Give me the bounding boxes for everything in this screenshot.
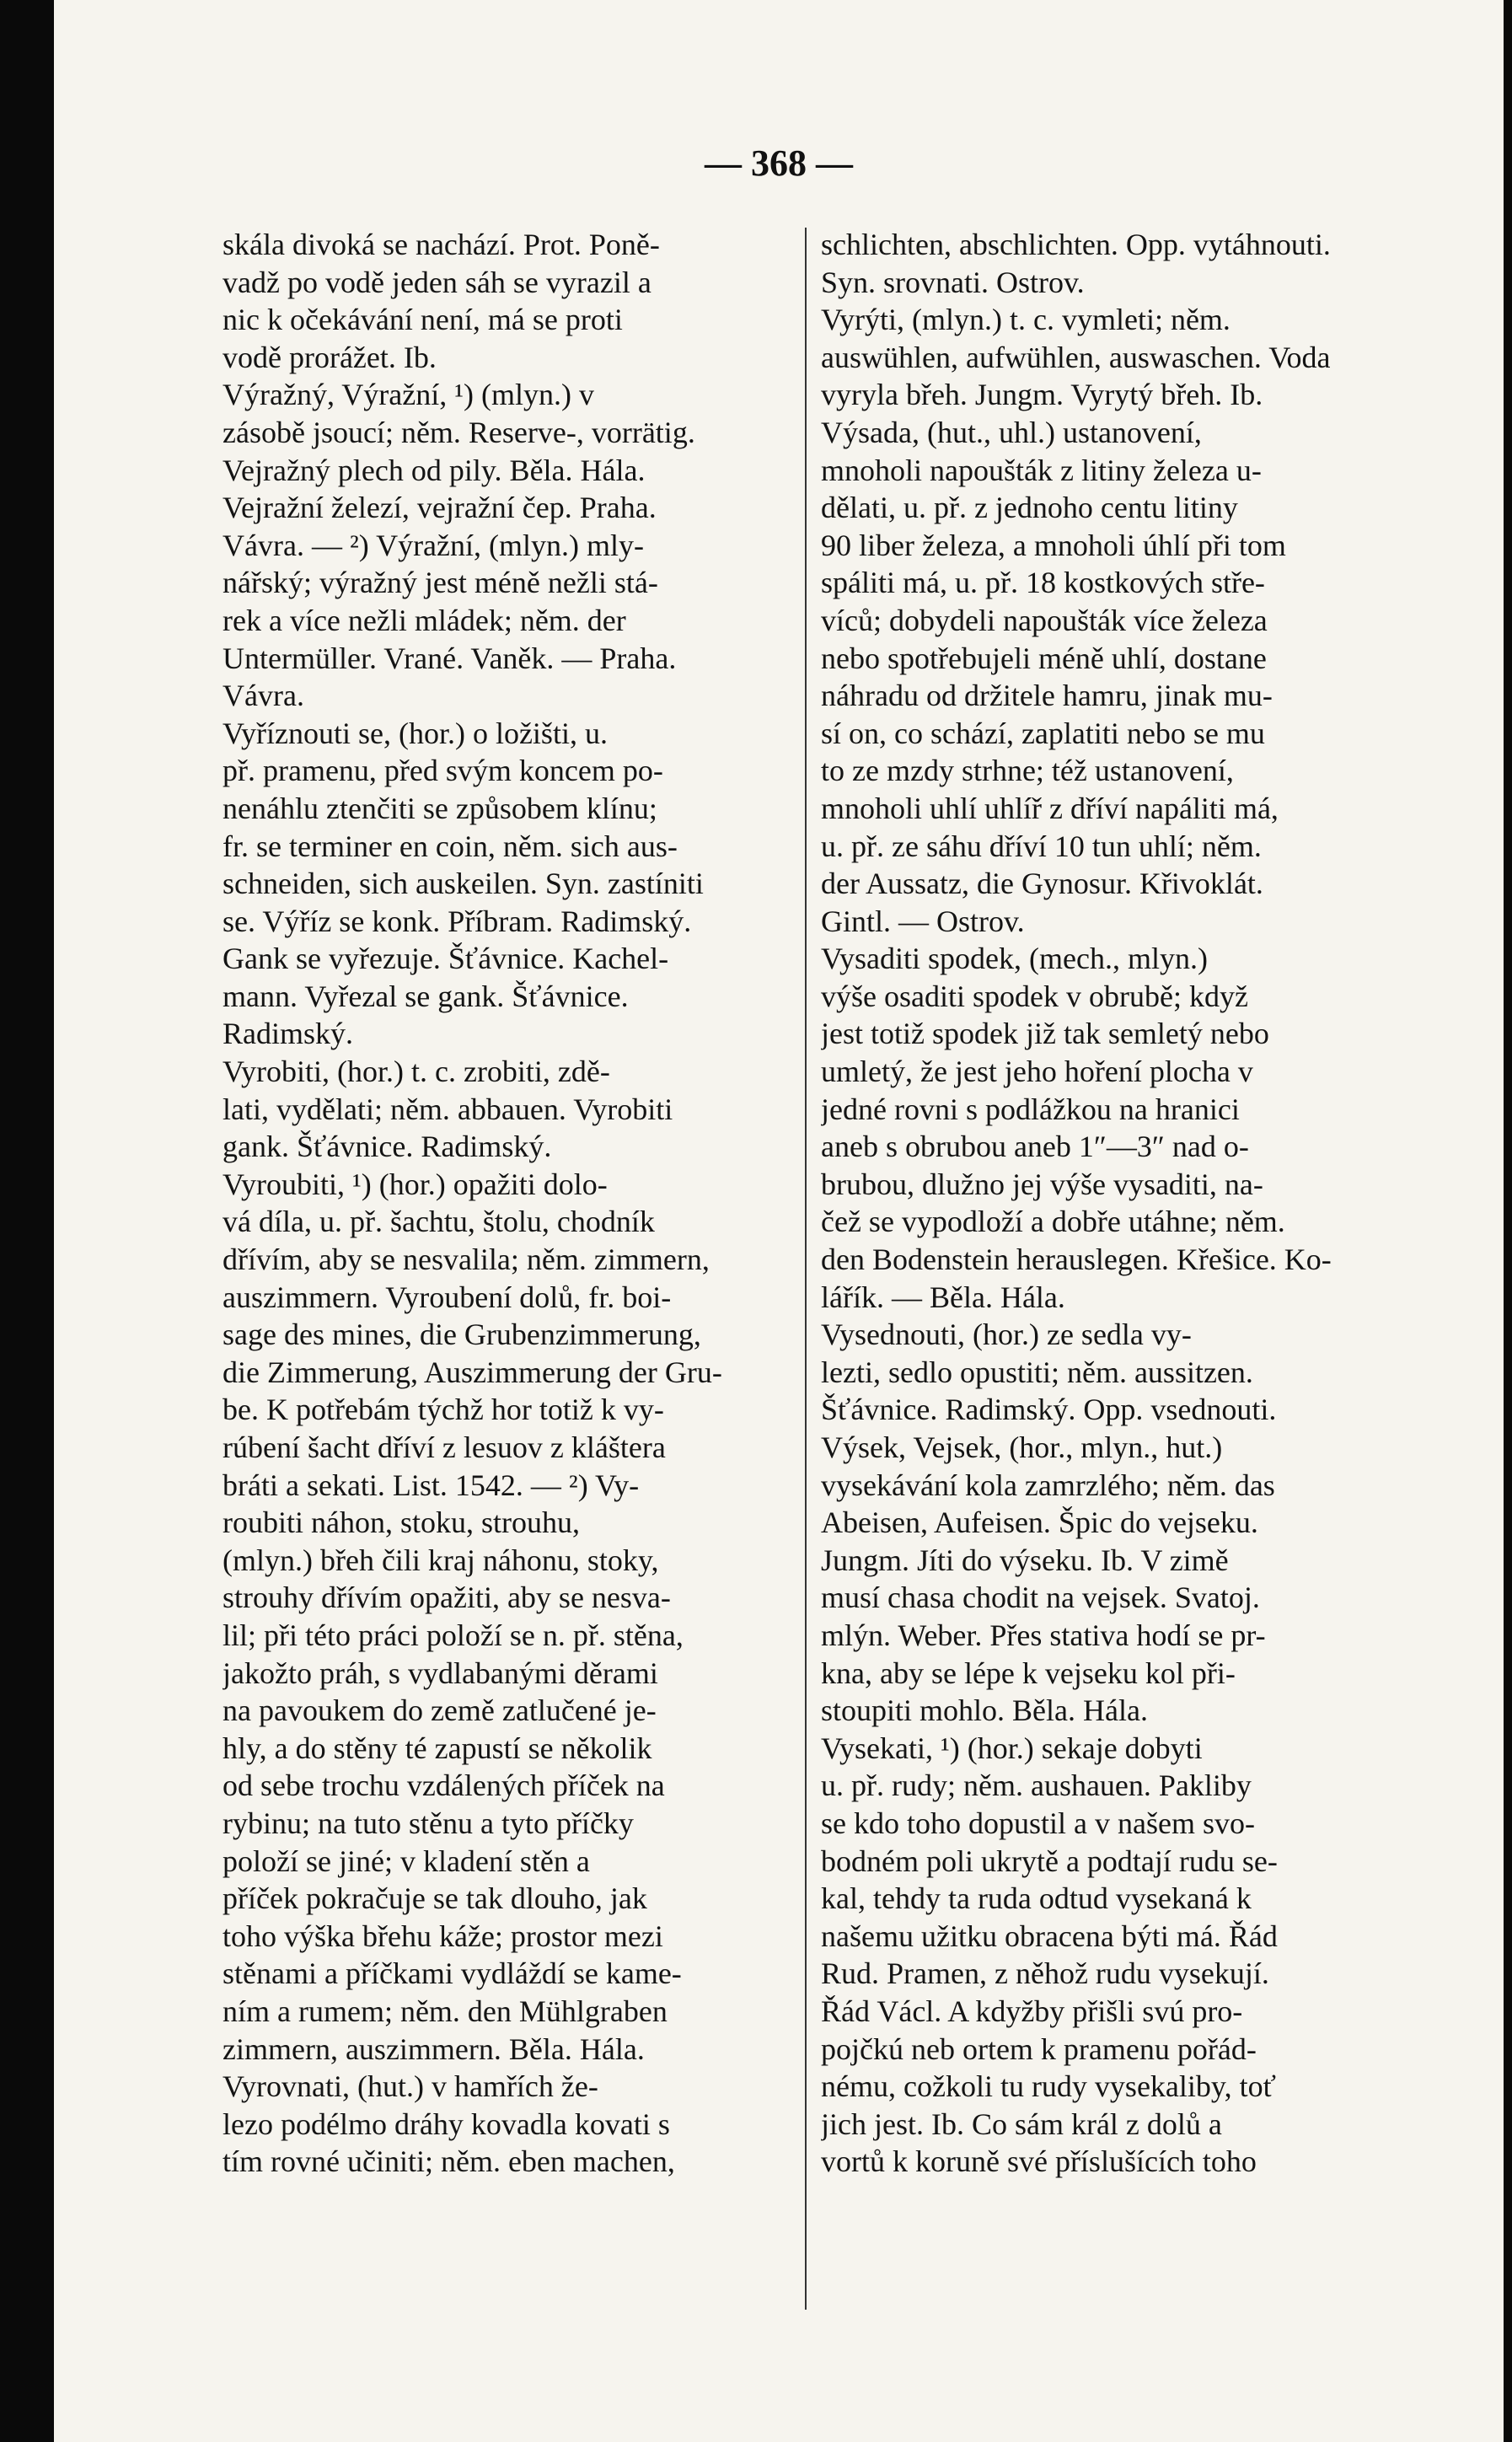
text-line: schlichten, abschlichten. Opp. vytáhnouti.: [821, 228, 1331, 261]
text-line: Vyrovnati, (hut.) v hamřích že-: [223, 2069, 598, 2104]
text-line: jakožto práh, s vydlabanými děrami: [223, 1656, 658, 1690]
text-line: lezo podélmo dráhy kovadla kovati s: [223, 2107, 670, 2141]
text-line: Vyrobiti, (hor.) t. c. zrobiti, zdě-: [223, 1055, 610, 1089]
text-line: Syn. srovnati. Ostrov.: [821, 265, 1085, 299]
text-line: auszimmern. Vyroubení dolů, fr. boi-: [223, 1280, 672, 1314]
text-line: gank. Šťávnice. Radimský.: [223, 1130, 552, 1164]
text-line: bodném poli ukrytě a podtají rudu se-: [821, 1844, 1278, 1878]
text-line: der Aussatz, die Gynosur. Křivoklát.: [821, 867, 1263, 901]
text-line: brubou, dlužno jej výše vysaditi, na-: [821, 1167, 1263, 1201]
text-line: mann. Vyřezal se gank. Šťávnice.: [223, 979, 629, 1013]
text-line: položí se jiné; v kladení stěn a: [223, 1844, 590, 1878]
text-line: (mlyn.) břeh čili kraj náhonu, stoky,: [223, 1543, 659, 1577]
text-line: mnoholi uhlí uhlíř z dříví napáliti má,: [821, 791, 1279, 825]
text-line: Vávra. — ²) Výražní, (mlyn.) mly-: [223, 528, 644, 562]
text-line: nebo spotřebujeli méně uhlí, dostane: [821, 641, 1267, 675]
text-line: Výražný, Výražní, ¹) (mlyn.) v: [223, 378, 594, 412]
text-line: našemu užitku obracena býti má. Řád: [821, 1919, 1278, 1953]
text-line: jest totiž spodek již tak semletý nebo: [821, 1017, 1269, 1051]
text-line: lezti, sedlo opustiti; něm. aussitzen.: [821, 1355, 1253, 1389]
dictionary-page: [54, 0, 1504, 2442]
text-line: lati, vydělati; něm. abbauen. Vyrobiti: [223, 1092, 673, 1126]
text-line: Rud. Pramen, z něhož rudu vysekují.: [821, 1956, 1269, 1991]
text-line: spáliti má, u. př. 18 kostkových stře-: [821, 566, 1265, 600]
text-line: čež se vypodloží a dobře utáhne; něm.: [821, 1205, 1285, 1239]
text-line: Vysednouti, (hor.) ze sedla vy-: [821, 1318, 1192, 1352]
text-line: roubiti náhon, stoku, strouhu,: [223, 1505, 580, 1540]
text-line: dělati, u. př. z jednoho centu litiny: [821, 491, 1238, 525]
text-line: musí chasa chodit na vejsek. Svatoj.: [821, 1581, 1260, 1615]
text-line: u. př. ze sáhu dříví 10 tun uhlí; něm.: [821, 829, 1262, 863]
text-line: die Zimmerung, Auszimmerung der Gru-: [223, 1355, 722, 1389]
text-line: rybinu; na tuto stěnu a tyto příčky: [223, 1806, 634, 1840]
text-line: vodě prorážet. Ib.: [223, 340, 437, 374]
text-line: toho výška břehu káže; prostor mezi: [223, 1919, 663, 1953]
text-line: Vávra.: [223, 679, 304, 713]
text-line: skála divoká se nachází. Prot. Poně-: [223, 228, 660, 261]
text-line: bráti a sekati. List. 1542. — ²) Vy-: [223, 1468, 640, 1502]
text-line: př. pramenu, před svým koncem po-: [223, 754, 663, 788]
text-line: tím rovné učiniti; něm. eben machen,: [223, 2144, 675, 2179]
text-line: dřívím, aby se nesvalila; něm. zimmern,: [223, 1242, 710, 1277]
text-line: den Bodenstein herauslegen. Křešice. Ko-: [821, 1242, 1332, 1277]
text-line: Vysaditi spodek, (mech., mlyn.): [821, 942, 1208, 976]
text-line: nic k očekávání není, má se proti: [223, 303, 623, 337]
text-line: lářík. — Běla. Hála.: [821, 1280, 1065, 1314]
text-line: sí on, co schází, zaplatiti nebo se mu: [821, 716, 1265, 750]
text-line: příček pokračuje se tak dlouho, jak: [223, 1881, 647, 1916]
text-line: u. př. rudy; něm. aushauen. Pakliby: [821, 1768, 1252, 1803]
column-divider: [805, 228, 807, 2310]
text-line: nenáhlu ztenčiti se způsobem klínu;: [223, 791, 657, 825]
text-line: Radimský.: [223, 1017, 354, 1051]
text-line: Vejražný plech od pily. Běla. Hála.: [223, 453, 646, 487]
text-line: strouhy dřívím opažiti, aby se nesva-: [223, 1581, 671, 1615]
text-line: nářský; výražný jest méně nežli stá-: [223, 566, 658, 600]
text-line: jich jest. Ib. Co sám král z dolů a: [821, 2107, 1222, 2141]
text-line: od sebe trochu vzdálených příček na: [223, 1768, 665, 1803]
text-line: lil; při této práci položí se n. př. stěna,: [223, 1618, 684, 1652]
page-number: — 368 —: [705, 142, 853, 184]
text-line: fr. se terminer en coin, něm. sich aus-: [223, 829, 678, 863]
text-line: sage des mines, die Grubenzimmerung,: [223, 1318, 701, 1352]
text-line: na pavoukem do země zatlučené je-: [223, 1693, 657, 1728]
text-line: Výsada, (hut., uhl.) ustanovení,: [821, 415, 1202, 449]
text-line: Gintl. — Ostrov.: [821, 904, 1025, 938]
text-line: vadž po vodě jeden sáh se vyrazil a: [223, 265, 651, 299]
text-line: vortů k koruně své příslušících toho: [821, 2144, 1257, 2179]
text-line: Vejražní železí, vejražní čep. Praha.: [223, 491, 657, 525]
text-line: Vysekati, ¹) (hor.) sekaje dobyti: [821, 1731, 1203, 1765]
text-line: rek a více nežli mládek; něm. der: [223, 603, 626, 637]
text-line: umletý, že jest jeho hoření plocha v: [821, 1055, 1253, 1089]
text-line: Šťávnice. Radimský. Opp. vsednouti.: [821, 1393, 1277, 1427]
text-line: auswühlen, aufwühlen, auswaschen. Voda: [821, 340, 1331, 374]
text-line: náhradu od držitele hamru, jinak mu-: [821, 679, 1273, 713]
text-line: rúbení šacht dříví z lesuov z kláštera: [223, 1430, 666, 1464]
text-line: be. K potřebám týchž hor totiž k vy-: [223, 1393, 664, 1427]
text-line: výše osaditi spodek v obrubě; když: [821, 979, 1248, 1013]
text-line: hly, a do stěny té zapustí se několik: [223, 1731, 652, 1765]
text-line: se kdo toho dopustil a v našem svo-: [821, 1806, 1255, 1840]
text-line: zimmern, auszimmern. Běla. Hála.: [223, 2031, 645, 2066]
text-line: Vyrýti, (mlyn.) t. c. vymleti; něm.: [821, 303, 1231, 337]
text-line: nému, cožkoli tu rudy vysekaliby, toť: [821, 2069, 1276, 2104]
text-line: zásobě jsoucí; něm. Reserve-, vorrätig.: [223, 415, 695, 449]
text-line: kna, aby se lépe k vejseku kol při-: [821, 1656, 1236, 1690]
text-line: Abeisen, Aufeisen. Špic do vejseku.: [821, 1505, 1258, 1540]
text-line: vá díla, u. př. šachtu, štolu, chodník: [223, 1205, 655, 1239]
text-line: se. Výříz se konk. Příbram. Radimský.: [223, 904, 692, 938]
right-column: [821, 226, 1411, 2181]
text-line: vysekávání kola zamrzlého; něm. das: [821, 1468, 1275, 1502]
text-line: ním a rumem; něm. den Mühlgraben: [223, 1994, 668, 2028]
text-line: mnoholi napoušták z litiny železa u-: [821, 453, 1262, 487]
text-line: to ze mzdy strhne; též ustanovení,: [821, 754, 1234, 788]
text-line: Řád Václ. A kdyžby přišli svú pro-: [821, 1994, 1243, 2028]
text-line: vyryla břeh. Jungm. Vyrytý břeh. Ib.: [821, 378, 1263, 412]
text-line: mlýn. Weber. Přes stativa hodí se pr-: [821, 1618, 1266, 1652]
text-line: stoupiti mohlo. Běla. Hála.: [821, 1693, 1148, 1728]
text-line: Jungm. Jíti do výseku. Ib. V zimě: [821, 1543, 1229, 1577]
text-line: kal, tehdy ta ruda odtud vysekaná k: [821, 1881, 1252, 1916]
text-line: jedné rovni s podlážkou na hranici: [821, 1092, 1240, 1126]
text-line: pojčkú neb ortem k pramenu pořád-: [821, 2031, 1257, 2066]
text-line: stěnami a příčkami vydláždí se kame-: [223, 1956, 682, 1991]
text-line: Gank se vyřezuje. Šťávnice. Kachel-: [223, 942, 669, 976]
text-line: Untermüller. Vrané. Vaněk. — Praha.: [223, 641, 677, 675]
text-line: Vyroubiti, ¹) (hor.) opažiti dolo-: [223, 1167, 608, 1201]
text-line: víců; dobydeli napoušták více železa: [821, 603, 1268, 637]
text-line: Vyříznouti se, (hor.) o ložišti, u.: [223, 716, 608, 750]
text-line: Výsek, Vejsek, (hor., mlyn., hut.): [821, 1430, 1223, 1464]
text-line: schneiden, sich auskeilen. Syn. zastíniti: [223, 867, 704, 901]
text-line: 90 liber železa, a mnoholi úhlí při tom: [821, 528, 1286, 562]
left-column: [223, 226, 812, 2181]
text-line: aneb s obrubou aneb 1″—3″ nad o-: [821, 1130, 1249, 1164]
